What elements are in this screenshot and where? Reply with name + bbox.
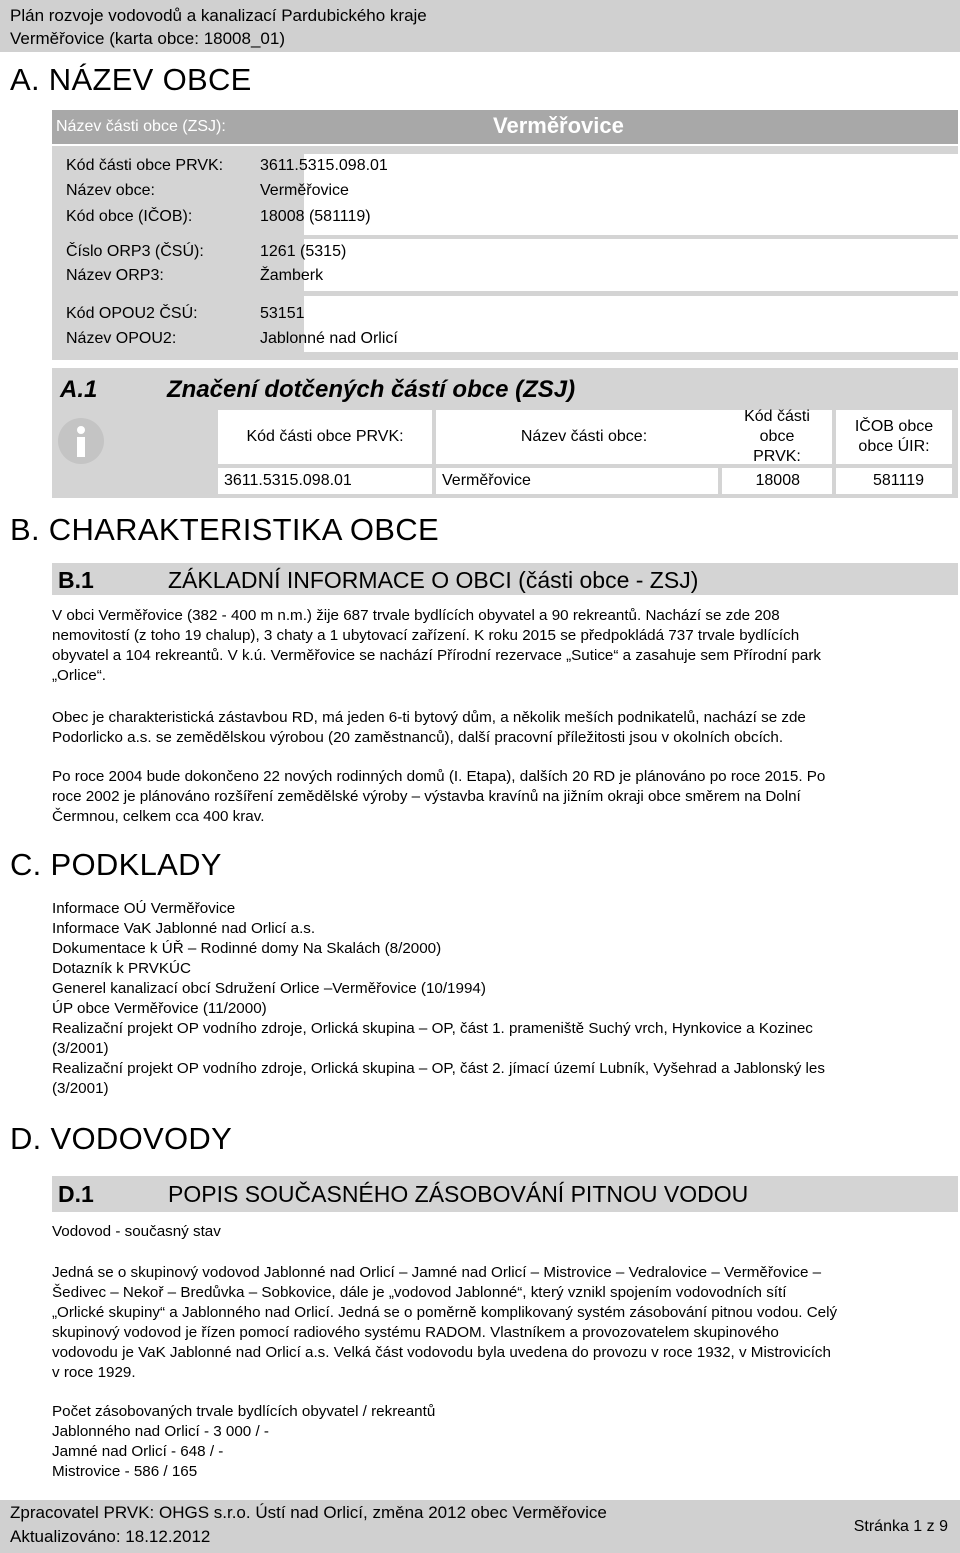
name-value: Verměřovice [493,113,624,138]
list-item: ÚP obce Verměřovice (11/2000) [52,1000,267,1017]
info-label: Číslo ORP3 (ČSÚ): [66,243,204,260]
info-label: Název OPOU2: [66,330,177,347]
table-header-cell: Kód části obce PRVK: [722,410,832,464]
text-line: Šedivec – Nekoř – Bredůvka – Sobkovice, dále je „vodovod Jablonné“, který vznikl spojením vodovodních sítí [52,1284,787,1301]
section-b1-title: ZÁKLADNÍ INFORMACE O OBCI (části obce - ZSJ) [168,567,699,593]
info-value: 1261 (5315) [260,243,347,260]
table-cell: 18008 [722,468,832,494]
text-line: vodovodu je VaK Jablonné nad Orlicí a.s. Velká část vodovodu byla uvedena do provozu v roce 1932, v Mistrovicích [52,1344,831,1361]
table-cell: 581119 [836,468,952,494]
section-a1-number: A.1 [60,376,98,403]
text-line: Jamné nad Orlicí - 648 / - [52,1443,224,1460]
section-a-title: A. NÁZEV OBCE [10,62,252,97]
list-item: Generel kanalizací obcí Sdružení Orlice –Verměřovice (10/1994) [52,980,486,997]
info-value: Verměřovice [260,182,349,199]
info-box-2 [304,239,960,291]
text-line: „Orlické skupiny“ a Jablonného nad Orlicí. Jedná se o poměrně komplikovaný systém zásobování pitnou vodou. Celý [52,1304,838,1321]
table-cell: Verměřovice [436,468,718,494]
section-c-title: C. PODKLADY [10,847,222,882]
section-d-title: D. VODOVODY [10,1121,233,1156]
page-footer [0,1500,960,1553]
table-cell: 3611.5315.098.01 [218,468,432,494]
section-d1-title: POPIS SOUČASNÉHO ZÁSOBOVÁNÍ PITNOU VODOU [168,1181,749,1207]
footer-author: Zpracovatel PRVK: OHGS s.r.o. Ústí nad Orlicí, změna 2012 obec Verměřovice [10,1503,607,1522]
section-a1-title: Značení dotčených částí obce (ZSJ) [167,376,576,403]
section-b1-bar [52,563,958,595]
info-value: 3611.5315.098.01 [260,157,388,174]
section-d1-bar [52,1176,958,1212]
info-value: 18008 (581119) [260,208,371,225]
info-value: Žamberk [260,267,324,284]
info-label: Název ORP3: [66,267,164,284]
header-subtitle: Verměřovice (karta obce: 18008_01) [10,29,285,48]
list-item: (3/2001) [52,1080,109,1097]
text-line: v roce 1929. [52,1364,136,1381]
list-item: Realizační projekt OP vodního zdroje, Orlická skupina – OP, část 2. jímací území Lubník, Vyšehrad a Jablonský les [52,1060,825,1077]
section-b1-number: B.1 [58,567,94,593]
text-line: Obec je charakteristická zástavbou RD, má jeden 6-ti bytový dům, a několik meších podnikatelů, nachází se zde [52,709,806,726]
table-header-cell: Název části obce: [436,410,732,464]
text-line: Jedná se o skupinový vodovod Jablonné nad Orlicí – Jamné nad Orlicí – Mistrovice – Vedralovice – Verměřovice – [52,1264,822,1281]
paragraph [52,1402,952,1482]
paragraph [52,767,952,827]
text-line: „Orlice“. [52,667,106,684]
paragraph [52,708,952,748]
text-line: Mistrovice - 586 / 165 [52,1463,198,1480]
info-value: 53151 [260,305,305,322]
list-item: Dotazník k PRVKÚC [52,960,191,977]
text-line: nemovitostí (z toho 19 chalup), 3 chaty a 1 ubytovací zařízení. K roku 2015 se předpokládá 737 trvale bydlících [52,627,800,644]
info-label: Kód OPOU2 ČSÚ: [66,305,198,322]
header-title: Plán rozvoje vodovodů a kanalizací Pardubického kraje [10,6,427,25]
name-bar [52,110,958,144]
section-d1-number: D.1 [58,1181,94,1207]
list-item: Dokumentace k ÚŘ – Rodinné domy Na Skalách (8/2000) [52,940,442,957]
paragraph [52,606,952,686]
list-item: Informace OÚ Verměřovice [52,900,236,917]
list-item: Realizační projekt OP vodního zdroje, Orlická skupina – OP, část 1. prameniště Suchý vrch, Hynkovice a Kozinec [52,1020,813,1037]
subsection-label: Vodovod - současný stav [52,1223,221,1240]
info-icon [58,418,104,464]
page-header [0,0,960,52]
text-line: V obci Verměřovice (382 - 400 m n.m.) žije 687 trvale bydlících obyvatel a 90 rekreantů. Nachází se zde 208 [52,607,780,624]
section-b-title: B. CHARAKTERISTIKA OBCE [10,512,439,547]
page-number: Stránka 1 z 9 [853,1518,948,1535]
source-list [52,899,952,1099]
text-line: Po roce 2004 bude dokončeno 22 nových rodinných domů (I. Etapa), dalších 20 RD je plánováno po roce 2015. Po [52,768,826,785]
text-line: skupinový vodovod je řízen pomocí radiového systému RADOM. Vlastníkem a provozovatelem skupinového [52,1324,779,1341]
text-line: obyvatel a 104 rekreantů. V k.ú. Verměřovice se nachází Přírodní rezervace „Sutice“ a zasahuje sem Přírodní park [52,647,822,664]
info-label: Kód části obce PRVK: [66,157,224,174]
list-item: Informace VaK Jablonné nad Orlicí a.s. [52,920,316,937]
text-line: Počet zásobovaných trvale bydlících obyvatel / rekreantů [52,1403,436,1420]
text-line: Čermnou, celkem cca 400 krav. [52,808,265,825]
info-label: Kód obce (IČOB): [66,208,193,225]
footer-updated: Aktualizováno: 18.12.2012 [10,1527,211,1546]
info-box-3 [304,296,960,352]
info-box-1 [304,154,960,235]
text-line: Podorlicko a.s. se zemědělskou výrobou (20 zaměstnanců), další pracovní příležitosti jsou v okolních obcích. [52,729,784,746]
paragraph [52,1263,952,1383]
text-line: Jablonného nad Orlicí - 3 000 / - [52,1423,269,1440]
info-value: Jablonné nad Orlicí [260,330,398,347]
name-label: Název části obce (ZSJ): [56,118,226,135]
table-header-cell: IČOB obce obce ÚIR: [836,410,952,464]
info-label: Název obce: [66,182,155,199]
list-item: (3/2001) [52,1040,109,1057]
table-header-cell: Kód části obce PRVK: [218,410,432,464]
text-line: roce 2002 je plánováno rozšíření zemědělské výroby – výstavba kravínů na jižním okraji obce směrem na Dolní [52,788,801,805]
